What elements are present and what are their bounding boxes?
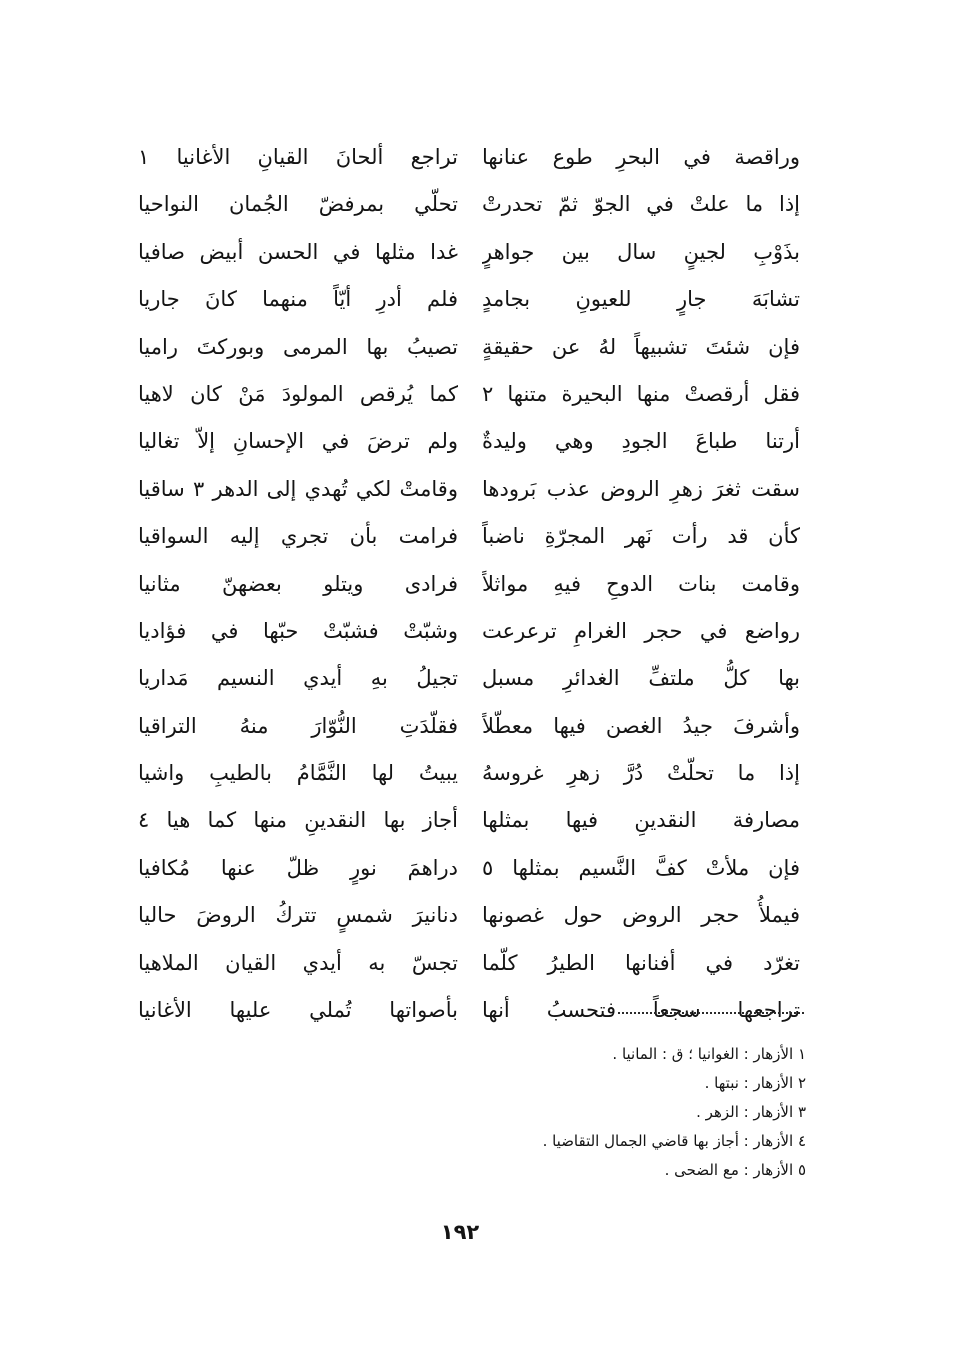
hemistich-first: أرتنا طباعَ الجودِ وهي وليدةٌ (482, 429, 800, 454)
hemistich-second: بأصواتها تُملي عليها الأغانيا (138, 998, 458, 1023)
verse-row (120, 943, 800, 990)
hemistich-second: يبيتُ لها النَّمَّامُ بالطيبِ واشيا (138, 761, 458, 786)
hemistich-first: فإن ملأتْ كفَّ النَّسيم بمثلها ٥ (482, 855, 800, 880)
verse-row (120, 611, 800, 658)
verse-row (120, 800, 800, 847)
hemistich-first: تغرّد في أفنانها الطيرُ كلّما (482, 950, 800, 975)
hemistich-first: كأن قد رأت نَهر المجرّةِ ناضباً (482, 524, 800, 549)
hemistich-first: وقامت بنات الدوحِ فيهِ مواثلاً (482, 571, 800, 596)
hemistich-second: تصيبُ بها المرمى وبوركتَ راميا (138, 334, 458, 359)
hemistich-second: وقامتْ لكي تُهدي إلى الدهر ٣ ساقيا (138, 476, 458, 501)
verse-row (120, 706, 800, 753)
hemistich-first: تشابَهَ جارٍ للعيونِ بجامدٍ (482, 287, 800, 312)
footnote-separator (618, 1012, 804, 1014)
hemistich-first: مصارفة النقدينِ فيها بمثلها (482, 808, 800, 833)
hemistich-first: بذَوْبِ لجينٍ سال بين جواهرٍ (482, 239, 800, 264)
footnote: ٢ الأزهار : نبتها . (704, 1074, 806, 1092)
hemistich-second: فرادى ويتلو بعضهنّ مثانيا (138, 571, 458, 596)
hemistich-second: تجيلُ بهِ أيدي النسيم مَداريا (138, 666, 458, 691)
page-number: ١٩٢ (440, 1220, 480, 1244)
hemistich-first: فإن شئتَ تشبيهاً لهُ عن حقيقةٍ (482, 334, 800, 359)
verse-row (120, 516, 800, 563)
hemistich-first: بها كلُّ ملتفِّ الغدائرِ مسبل (482, 666, 800, 691)
hemistich-second: تجسّ به أيدي القيان الملاهيا (138, 950, 458, 975)
hemistich-first: إذا ما تحلّتْ دُرَّ زهرِ غروسهُ (482, 761, 800, 786)
hemistich-second: أجاز بها النقدينِ منها كما هيا ٤ (138, 808, 458, 833)
hemistich-second: دنانيرَ شمسٍ تتركُ الروضَ حاليا (138, 903, 458, 928)
footnotes (380, 1040, 806, 1185)
verse-row (120, 374, 800, 421)
hemistich-second: تراجع ألحانَ القيانِ الأغانيا ١ (138, 145, 458, 169)
hemistich-first: إذا ما علتْ في الجوّ ثمّ تحدرتْ (482, 192, 800, 217)
hemistich-second: وشبّتْ فشبّتْ حبّها في فؤاديا (138, 618, 458, 643)
footnote: ٥ الأزهار : مع الضحى . (664, 1161, 806, 1179)
verse-row (120, 184, 800, 231)
verse-row (120, 279, 800, 326)
verse-row (120, 232, 800, 279)
verse-row (120, 658, 800, 705)
hemistich-first: رواضع في حجر الغرامِ ترعرعت (482, 618, 800, 643)
verse-row (120, 848, 800, 895)
hemistich-first: تراجعها سجعاً فتحسبُ أنها (482, 998, 800, 1023)
footnote: ٤ الأزهار : أجاز بها قاضي الجمال التقاضيا . (542, 1132, 806, 1150)
poem (120, 137, 800, 1037)
hemistich-second: فلم أدرِ أيّاً منهما كانَ جاريا (138, 287, 458, 312)
verse-row (120, 421, 800, 468)
hemistich-second: تحلّي بمرفضّ الجُمان النواحيا (138, 192, 458, 217)
footnote: ٣ الأزهار : الزهر . (696, 1103, 806, 1121)
hemistich-first: وراقصة في البحرِ طوع عنانها (482, 145, 800, 169)
hemistich-first: فقل أرقصتْ منها البحيرة متنها ٢ (482, 381, 800, 406)
hemistich-second: كما يُرقص المولودَ مَنْ كان لاهيا (138, 381, 458, 406)
hemistich-first: فيملأُ حجر الروض حول غصونها (482, 903, 800, 928)
verse-row (120, 137, 800, 184)
hemistich-second: غدا مثلها في الحسن أبيض صافيا (138, 239, 458, 264)
hemistich-second: فرامت بأن تجري إليه السواقيا (138, 524, 458, 549)
hemistich-second: ولم ترضَ في الإحسانِ إلاّ تغاليا (138, 429, 458, 454)
verse-row (120, 564, 800, 611)
hemistich-first: سقت ثغرَ زهرِ الروض عذب بَرودها (482, 476, 800, 501)
verse-row (120, 753, 800, 800)
hemistich-second: فقلّدَتِ النُّوّارَ منهُ التراقيا (138, 713, 458, 738)
verse-row (120, 895, 800, 942)
footnote: ١ الأزهار : الغوانيا ؛ ق : المانيا . (612, 1045, 806, 1063)
verse-row (120, 469, 800, 516)
hemistich-second: دراهمَ نورٍ ظلّ عنها مُكافيا (138, 855, 458, 880)
verse-row (120, 327, 800, 374)
hemistich-first: وأشرفَ جيدُ الغصن فيها معطّلاً (482, 713, 800, 738)
